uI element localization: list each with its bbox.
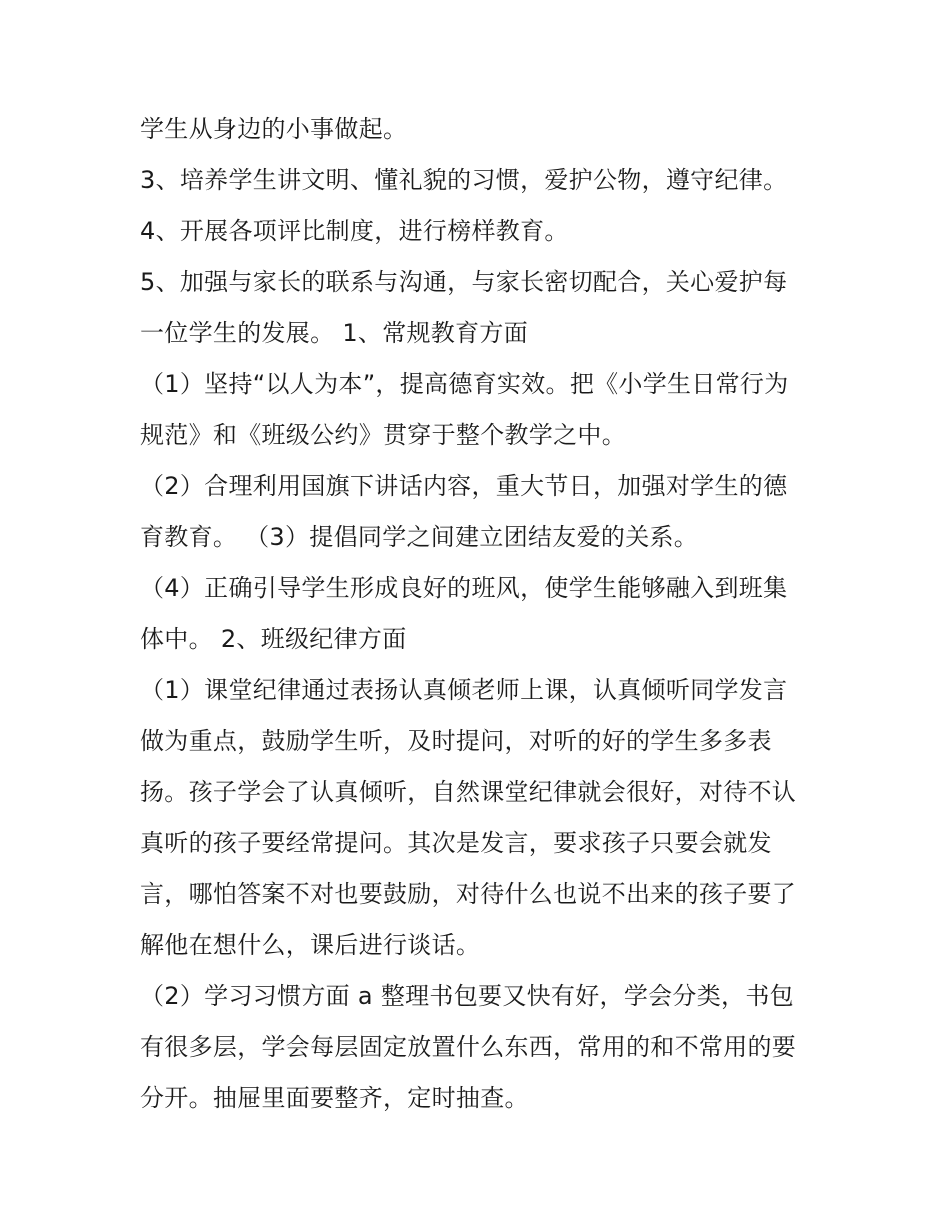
text-line: 一位学生的发展。 1、常规教育方面 xyxy=(140,319,528,347)
document-body xyxy=(140,104,820,1124)
text-line: 言，哪怕答案不对也要鼓励，对待什么也说不出来的孩子要了 xyxy=(140,880,797,908)
text-line: 规范》和《班级公约》贯穿于整个教学之中。 xyxy=(140,421,626,449)
text-line: 体中。 2、班级纪律方面 xyxy=(140,625,407,653)
text-line: （2）学习习惯方面 a 整理书包要又快有好，学会分类，书包 xyxy=(140,982,794,1010)
text-line: （1）课堂纪律通过表扬认真倾老师上课，认真倾听同学发言 xyxy=(140,676,788,704)
text-line: 4、开展各项评比制度，进行榜样教育。 xyxy=(140,217,569,245)
text-line: （2）合理利用国旗下讲话内容，重大节日，加强对学生的德 xyxy=(140,472,788,500)
text-line: 扬。孩子学会了认真倾听，自然课堂纪律就会很好，对待不认 xyxy=(140,778,797,806)
text-line: 解他在想什么，课后进行谈话。 xyxy=(140,931,481,959)
text-line: （4）正确引导学生形成良好的班风，使学生能够融入到班集 xyxy=(140,574,788,602)
text-line: 做为重点，鼓励学生听，及时提问，对听的好的学生多多表 xyxy=(140,727,772,755)
text-line: 学生从身边的小事做起。 xyxy=(140,115,408,143)
text-line: 分开。抽屉里面要整齐，定时抽查。 xyxy=(140,1084,529,1112)
text-line: 3、培养学生讲文明、懂礼貌的习惯，爱护公物，遵守纪律。 xyxy=(140,166,788,194)
text-line: 5、加强与家长的联系与沟通，与家长密切配合，关心爱护每 xyxy=(140,268,788,296)
text-line: 育教育。 （3）提倡同学之间建立团结友爱的关系。 xyxy=(140,523,699,551)
text-line: 真听的孩子要经常提问。其次是发言，要求孩子只要会就发 xyxy=(140,829,772,857)
text-line: （1）坚持“以人为本”，提高德育实效。把《小学生日常行为 xyxy=(140,370,789,398)
text-line: 有很多层，学会每层固定放置什么东西，常用的和不常用的要 xyxy=(140,1033,797,1061)
